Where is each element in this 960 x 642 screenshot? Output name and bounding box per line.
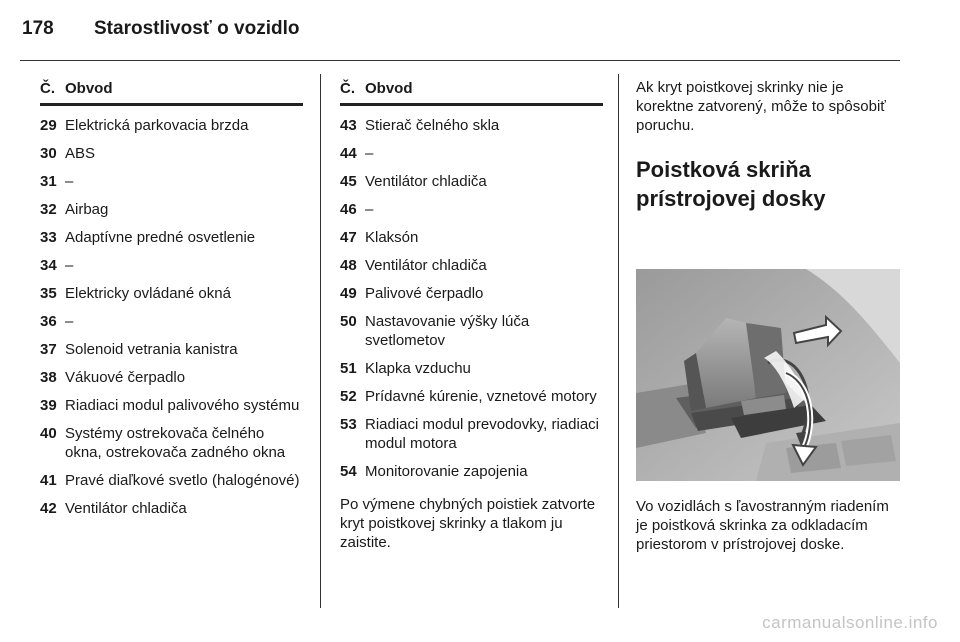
table-header [40, 80, 303, 106]
fuse-number: 37 [40, 341, 57, 358]
fuse-number: 47 [340, 229, 357, 246]
fuse-row [340, 256, 603, 275]
fuse-circuit: Stierač čelného skla [365, 117, 500, 134]
fuse-circuit: – [365, 201, 374, 218]
table-header-circuit: Obvod [365, 80, 413, 97]
fuse-row [340, 387, 603, 406]
fuse-number: 36 [40, 313, 57, 330]
fuse-number: 53 [340, 416, 357, 433]
fuse-number: 31 [40, 173, 57, 190]
fuse-circuit: Vákuové čerpadlo [65, 369, 186, 386]
fuse-row [340, 359, 603, 378]
fuse-row [40, 284, 303, 303]
table-header-circuit: Obvod [65, 80, 113, 97]
fuse-number: 46 [340, 201, 357, 218]
fuse-row [340, 312, 603, 350]
fuse-number: 34 [40, 257, 57, 274]
fuse-circuit: Systémy ostrekovača čelného okna, ostrekovača zadného okna [65, 425, 286, 461]
fuse-row [40, 396, 303, 415]
fuse-circuit: Ventilátor chladiča [365, 257, 487, 274]
fuse-number: 50 [340, 313, 357, 330]
fuse-row [340, 415, 603, 453]
fuse-circuit: – [365, 145, 374, 162]
fuse-row [40, 340, 303, 359]
fuse-number: 30 [40, 145, 57, 162]
fuse-number: 41 [40, 472, 57, 489]
fuse-circuit: ABS [65, 145, 96, 162]
fuse-row [340, 284, 603, 303]
fuse-row [40, 228, 303, 247]
page-number: 178 [22, 18, 54, 39]
intro-warning: Ak kryt poistkovej skrinky nie je korektne zatvorený, môže to spôsobiť poruchu. [636, 79, 886, 134]
fuse-list-right [340, 116, 603, 481]
fuse-circuit: Ventilátor chladiča [65, 500, 187, 517]
fuse-circuit: – [65, 313, 74, 330]
fuse-circuit: Adaptívne predné osvetlenie [65, 229, 256, 246]
section-title-line2: prístrojovej dosky [636, 186, 826, 211]
page-header [22, 18, 299, 40]
fuse-row [40, 144, 303, 163]
fuse-circuit: – [65, 173, 74, 190]
fuse-number: 35 [40, 285, 57, 302]
table-header-num: Č. [340, 80, 355, 97]
fuse-circuit: Nastavovanie výšky lúča svetlometov [365, 313, 530, 349]
fuse-number: 54 [340, 463, 357, 480]
fuse-circuit: Prídavné kúrenie, vznetové motory [365, 388, 597, 405]
fuse-number: 33 [40, 229, 57, 246]
fuse-number: 42 [40, 500, 57, 517]
fuse-row [40, 471, 303, 490]
fuse-row [340, 462, 603, 481]
fuse-circuit: Elektrická parkovacia brzda [65, 117, 249, 134]
page-title: Starostlivosť o vozidlo [94, 18, 300, 39]
fuse-table-left [40, 80, 303, 518]
fuse-circuit: Elektricky ovládané okná [65, 285, 231, 302]
fuse-number: 48 [340, 257, 357, 274]
fuse-circuit: Riadiaci modul palivového systému [65, 397, 300, 414]
fuse-number: 52 [340, 388, 357, 405]
fuse-table-right [340, 80, 603, 552]
fuse-box-illustration [636, 233, 900, 481]
fuse-row [40, 256, 303, 275]
fuse-row [40, 116, 303, 135]
right-column [636, 78, 904, 554]
fuse-number: 49 [340, 285, 357, 302]
fuse-row [340, 116, 603, 135]
fuse-circuit: – [65, 257, 74, 274]
fuse-list-left [40, 116, 303, 518]
table-header [340, 80, 603, 106]
fuse-row [340, 172, 603, 191]
watermark: carmanualsonline.info [762, 613, 938, 632]
column-divider-2 [618, 74, 619, 608]
fuse-row [40, 368, 303, 387]
fuse-circuit: Ventilátor chladiča [365, 173, 487, 190]
fuse-circuit: Pravé diaľkové svetlo (halogénové) [65, 472, 300, 489]
fuse-row [40, 312, 303, 331]
fuse-circuit: Airbag [65, 201, 109, 218]
fuse-row [340, 228, 603, 247]
fuse-circuit: Klaksón [365, 229, 419, 246]
fuse-circuit: Klapka vzduchu [365, 360, 471, 377]
fuse-number: 32 [40, 201, 57, 218]
fuse-number: 40 [40, 425, 57, 442]
location-caption: Vo vozidlách s ľavostranným riadením je poistková skrinka za odkladacím priestorom v prístrojovej doske. [636, 498, 889, 553]
fuse-circuit: Monitorovanie zapojenia [365, 463, 528, 480]
fuse-number: 45 [340, 173, 357, 190]
fuse-row [340, 200, 603, 219]
fuse-circuit: Solenoid vetrania kanistra [65, 341, 238, 358]
fuse-row [40, 200, 303, 219]
closing-note: Po výmene chybných poistiek zatvorte kryt poistkovej skrinky a tlakom ju zaistite. [340, 496, 596, 551]
fuse-row [40, 424, 303, 462]
fuse-circuit: Riadiaci modul prevodovky, riadiaci modul motora [365, 416, 599, 452]
header-rule [20, 60, 900, 61]
fuse-row [40, 499, 303, 518]
fuse-row [340, 144, 603, 163]
fuse-number: 43 [340, 117, 357, 134]
fuse-number: 44 [340, 145, 357, 162]
section-title [636, 155, 904, 213]
table-header-num: Č. [40, 80, 55, 97]
fuse-row [40, 172, 303, 191]
fuse-number: 38 [40, 369, 57, 386]
column-divider-1 [320, 74, 321, 608]
fuse-number: 29 [40, 117, 57, 134]
fuse-number: 51 [340, 360, 357, 377]
fuse-circuit: Palivové čerpadlo [365, 285, 484, 302]
section-title-line1: Poistková skriňa [636, 157, 811, 182]
fuse-box-drawing [636, 233, 900, 481]
fuse-number: 39 [40, 397, 57, 414]
